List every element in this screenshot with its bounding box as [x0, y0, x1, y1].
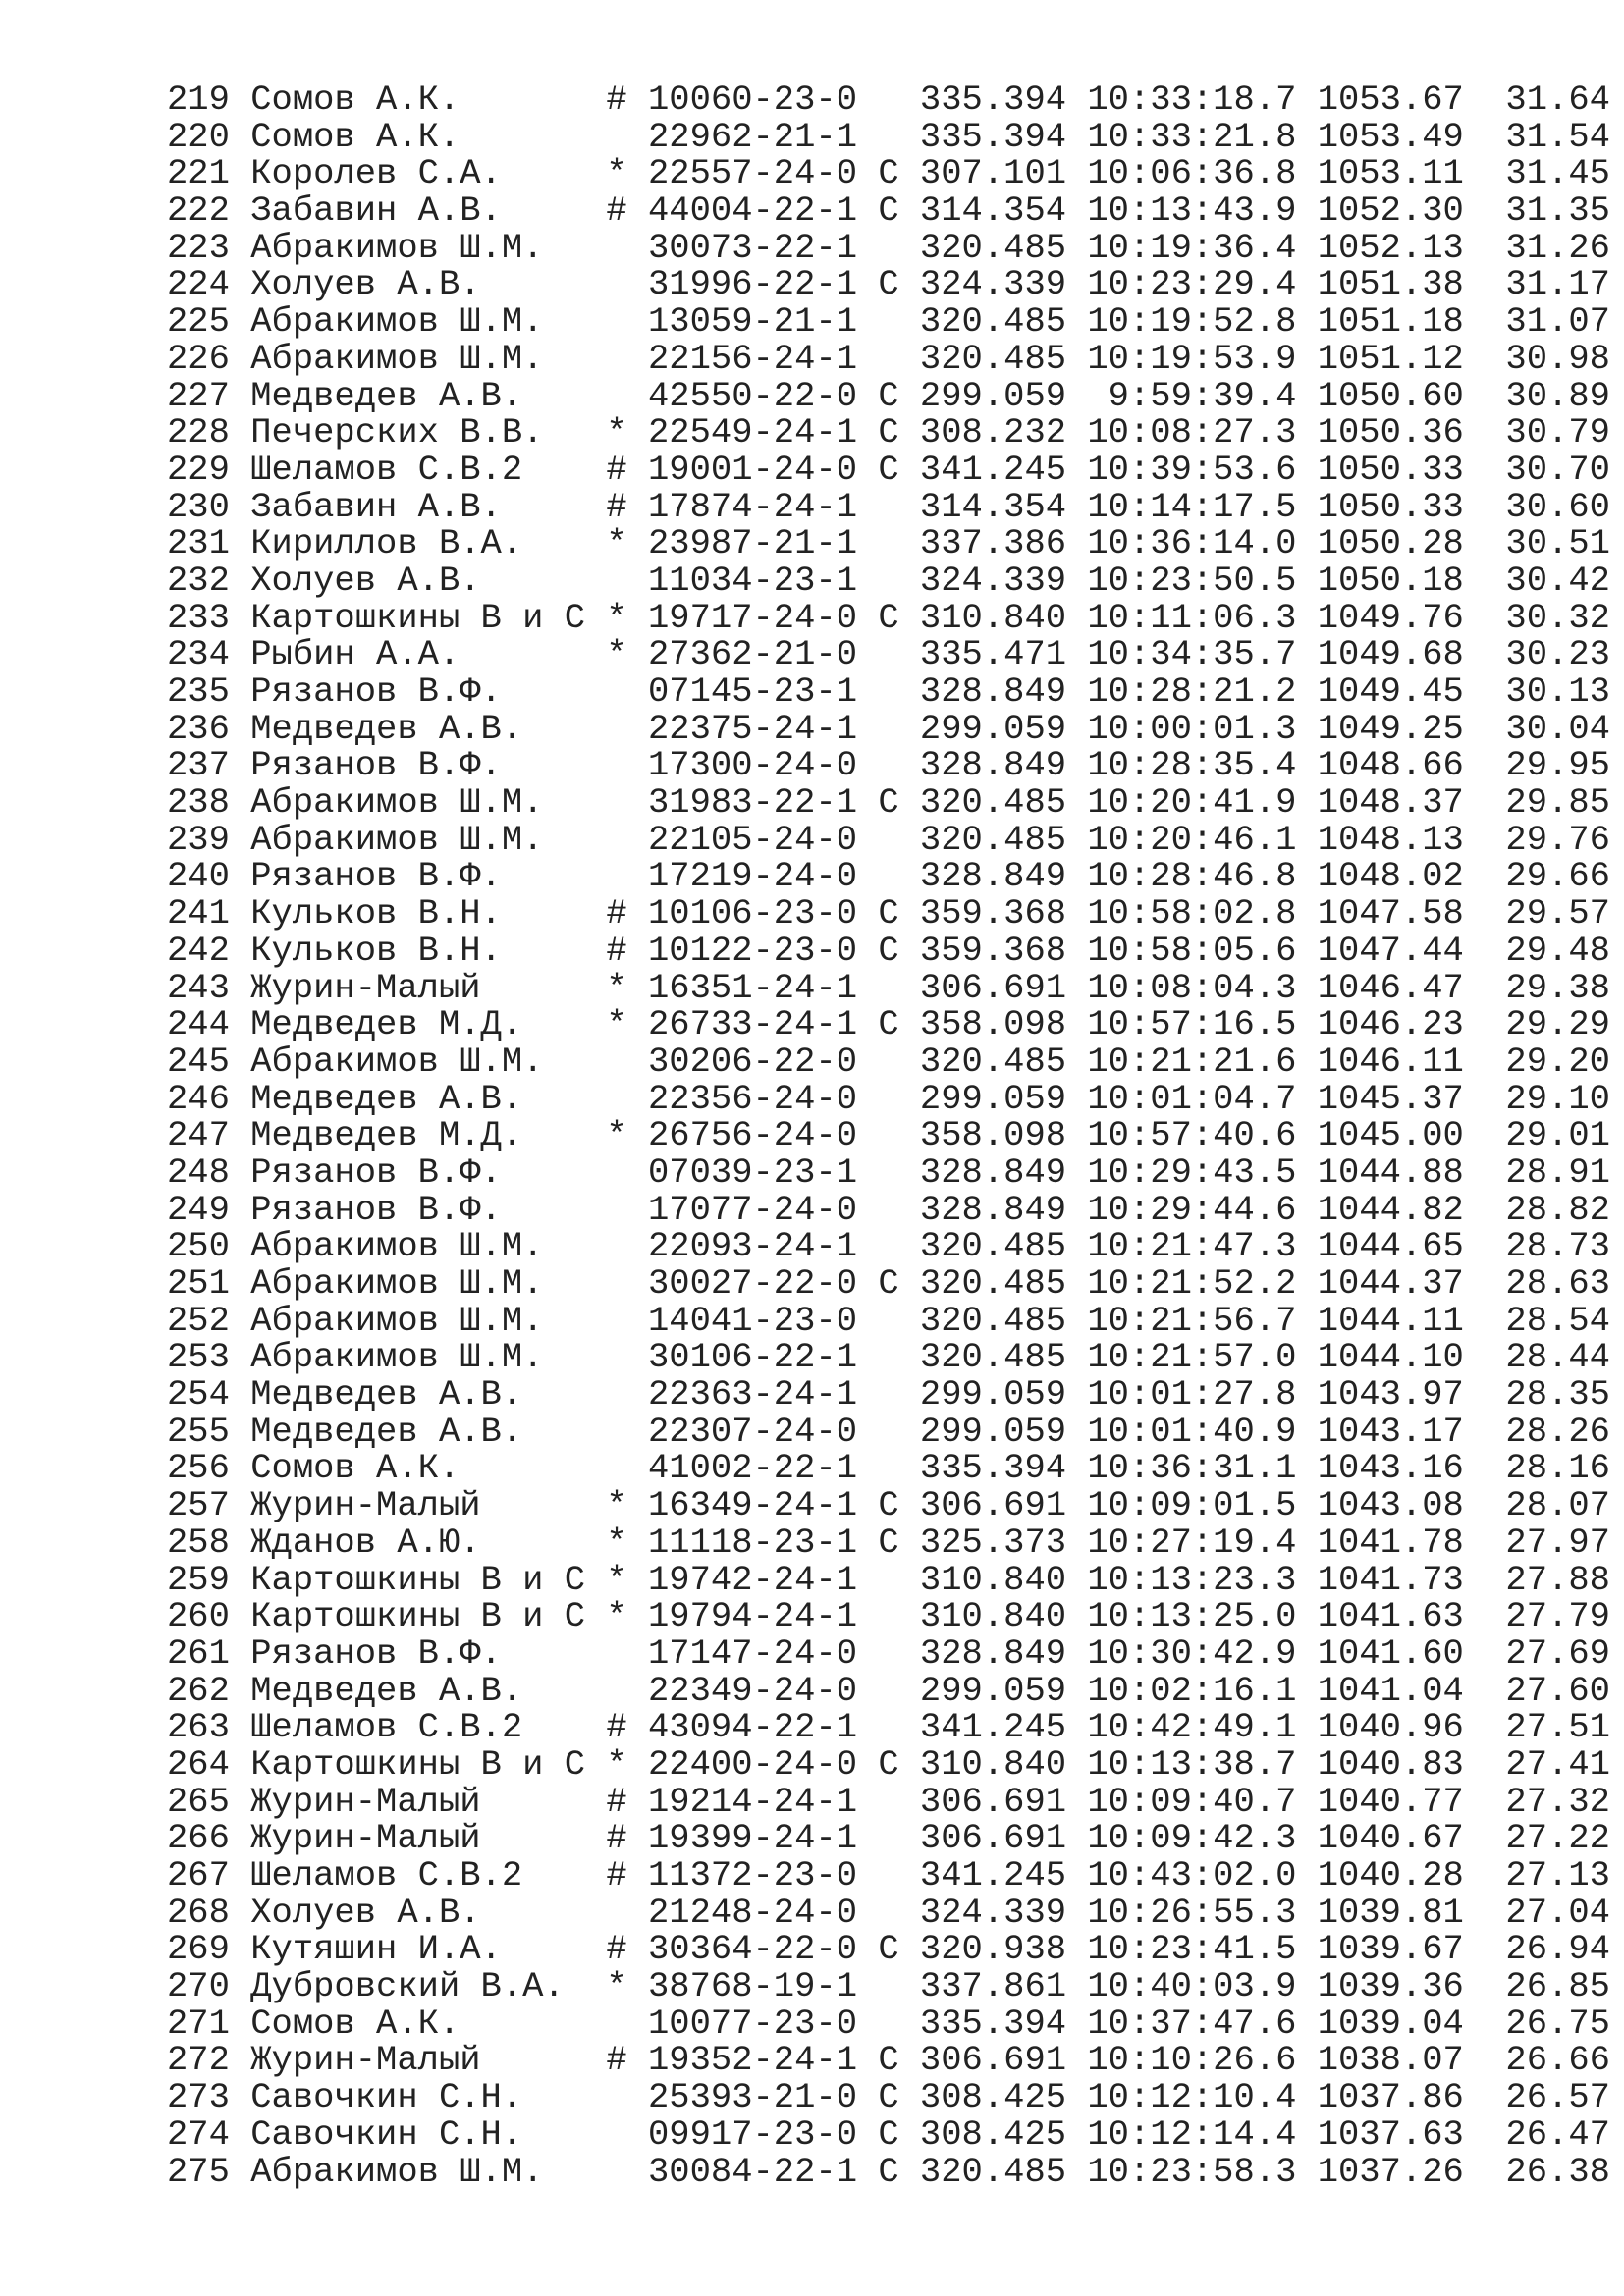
result-row: 237 Рязанов В.Ф. 17300-24-0 328.849 10:28:35.4 1048.66 29.95	[167, 745, 1610, 786]
result-row: 267 Шеламов С.В.2 # 11372-23-0 341.245 10:43:02.0 1040.28 27.13	[167, 1855, 1610, 1896]
result-row: 261 Рязанов В.Ф. 17147-24-0 328.849 10:30:42.9 1041.60 27.69	[167, 1632, 1610, 1674]
result-row: 241 Кульков В.Н. # 10106-23-0 C 359.368 10:58:02.8 1047.58 29.57	[167, 893, 1610, 934]
result-row: 247 Медведев М.Д. * 26756-24-0 358.098 10:57:40.6 1045.00 29.01	[167, 1115, 1610, 1156]
result-row: 226 Абракимов Ш.М. 22156-24-1 320.485 10:19:53.9 1051.12 30.98	[167, 338, 1610, 379]
result-row: 233 Картошкины В и С * 19717-24-0 C 310.840 10:11:06.3 1049.76 30.32	[167, 597, 1610, 638]
result-row: 223 Абракимов Ш.М. 30073-22-1 320.485 10:19:36.4 1052.13 31.26	[167, 227, 1610, 268]
result-row: 265 Журин-Малый # 19214-24-1 306.691 10:09:40.7 1040.77 27.32	[167, 1781, 1610, 1822]
result-row: 250 Абракимов Ш.М. 22093-24-1 320.485 10:21:47.3 1044.65 28.73	[167, 1226, 1610, 1267]
result-row: 254 Медведев А.В. 22363-24-1 299.059 10:01:27.8 1043.97 28.35	[167, 1374, 1610, 1415]
result-row: 240 Рязанов В.Ф. 17219-24-0 328.849 10:28:46.8 1048.02 29.66	[167, 856, 1610, 897]
result-row: 221 Королев С.А. * 22557-24-0 C 307.101 10:06:36.8 1053.11 31.45	[167, 153, 1610, 194]
result-row: 266 Журин-Малый # 19399-24-1 306.691 10:09:42.3 1040.67 27.22	[167, 1818, 1610, 1859]
result-row: 270 Дубровский В.А. * 38768-19-1 337.861 10:40:03.9 1039.36 26.85	[167, 1966, 1610, 2007]
result-row: 232 Холуев А.В. 11034-23-1 324.339 10:23:50.5 1050.18 30.42	[167, 560, 1610, 601]
result-row: 229 Шеламов С.В.2 # 19001-24-0 C 341.245 10:39:53.6 1050.33 30.70	[167, 449, 1610, 490]
result-row: 235 Рязанов В.Ф. 07145-23-1 328.849 10:28:21.2 1049.45 30.13	[167, 671, 1610, 712]
result-row: 274 Савочкин С.Н. 09917-23-0 C 308.425 10:12:14.4 1037.63 26.47	[167, 2113, 1610, 2155]
result-row: 255 Медведев А.В. 22307-24-0 299.059 10:01:40.9 1043.17 28.26	[167, 1411, 1610, 1452]
result-row: 222 Забавин А.В. # 44004-22-1 C 314.354 10:13:43.9 1052.30 31.35	[167, 190, 1610, 232]
result-row: 243 Журин-Малый * 16351-24-1 306.691 10:08:04.3 1046.47 29.38	[167, 967, 1610, 1008]
result-row: 231 Кириллов В.А. * 23987-21-1 337.386 10:36:14.0 1050.28 30.51	[167, 523, 1610, 564]
result-row: 256 Сомов А.К. 41002-22-1 335.394 10:36:31.1 1043.16 28.16	[167, 1448, 1610, 1489]
result-row: 225 Абракимов Ш.М. 13059-21-1 320.485 10:19:52.8 1051.18 31.07	[167, 301, 1610, 343]
results-list	[167, 81, 1610, 2190]
result-row: 234 Рыбин А.А. * 27362-21-0 335.471 10:34:35.7 1049.68 30.23	[167, 634, 1610, 675]
result-row: 257 Журин-Малый * 16349-24-1 C 306.691 10:09:01.5 1043.08 28.07	[167, 1485, 1610, 1526]
result-row: 273 Савочкин С.Н. 25393-21-0 C 308.425 10:12:10.4 1037.86 26.57	[167, 2077, 1610, 2118]
result-row: 260 Картошкины В и С * 19794-24-1 310.840 10:13:25.0 1041.63 27.79	[167, 1596, 1610, 1637]
result-row: 228 Печерских В.В. * 22549-24-1 C 308.232 10:08:27.3 1050.36 30.79	[167, 412, 1610, 454]
result-row: 239 Абракимов Ш.М. 22105-24-0 320.485 10:20:46.1 1048.13 29.76	[167, 819, 1610, 860]
result-row: 263 Шеламов С.В.2 # 43094-22-1 341.245 10:42:49.1 1040.96 27.51	[167, 1707, 1610, 1748]
result-row: 262 Медведев А.В. 22349-24-0 299.059 10:02:16.1 1041.04 27.60	[167, 1670, 1610, 1711]
result-row: 264 Картошкины В и С * 22400-24-0 C 310.840 10:13:38.7 1040.83 27.41	[167, 1743, 1610, 1785]
result-row: 227 Медведев А.В. 42550-22-0 C 299.059 9:59:39.4 1050.60 30.89	[167, 375, 1610, 416]
result-row: 268 Холуев А.В. 21248-24-0 324.339 10:26:55.3 1039.81 27.04	[167, 1892, 1610, 1933]
result-row: 219 Сомов А.К. # 10060-23-0 335.394 10:33:18.7 1053.67 31.64	[167, 80, 1610, 120]
result-row: 258 Жданов А.Ю. * 11118-23-1 C 325.373 10:27:19.4 1041.78 27.97	[167, 1522, 1610, 1563]
result-row: 220 Сомов А.К. 22962-21-1 335.394 10:33:21.8 1053.49 31.54	[167, 116, 1610, 157]
result-row: 230 Забавин А.В. # 17874-24-1 314.354 10:14:17.5 1050.33 30.60	[167, 486, 1610, 527]
result-row: 252 Абракимов Ш.М. 14041-23-0 320.485 10:21:56.7 1044.11 28.54	[167, 1300, 1610, 1341]
result-row: 248 Рязанов В.Ф. 07039-23-1 328.849 10:29:43.5 1044.88 28.91	[167, 1151, 1610, 1193]
result-row: 244 Медведев М.Д. * 26733-24-1 C 358.098 10:57:16.5 1046.23 29.29	[167, 1004, 1610, 1045]
result-row: 236 Медведев А.В. 22375-24-1 299.059 10:00:01.3 1049.25 30.04	[167, 708, 1610, 749]
result-row: 271 Сомов А.К. 10077-23-0 335.394 10:37:47.6 1039.04 26.75	[167, 2002, 1610, 2044]
result-row: 238 Абракимов Ш.М. 31983-22-1 C 320.485 10:20:41.9 1048.37 29.85	[167, 782, 1610, 824]
result-row: 251 Абракимов Ш.М. 30027-22-0 C 320.485 10:21:52.2 1044.37 28.63	[167, 1263, 1610, 1304]
result-row: 245 Абракимов Ш.М. 30206-22-0 320.485 10:21:21.6 1046.11 29.20	[167, 1041, 1610, 1082]
result-row: 259 Картошкины В и С * 19742-24-1 310.840 10:13:23.3 1041.73 27.88	[167, 1559, 1610, 1600]
result-row: 269 Кутяшин И.А. # 30364-22-0 C 320.938 10:23:41.5 1039.67 26.94	[167, 1929, 1610, 1970]
result-row: 249 Рязанов В.Ф. 17077-24-0 328.849 10:29:44.6 1044.82 28.82	[167, 1189, 1610, 1230]
result-row: 224 Холуев А.В. 31996-22-1 C 324.339 10:23:29.4 1051.38 31.17	[167, 264, 1610, 305]
result-row: 272 Журин-Малый # 19352-24-1 C 306.691 10:10:26.6 1038.07 26.66	[167, 2040, 1610, 2081]
result-row: 253 Абракимов Ш.М. 30106-22-1 320.485 10:21:57.0 1044.10 28.44	[167, 1337, 1610, 1378]
result-row: 275 Абракимов Ш.М. 30084-22-1 C 320.485 10:23:58.3 1037.26 26.38	[167, 2151, 1610, 2192]
result-row: 242 Кульков В.Н. # 10122-23-0 C 359.368 10:58:05.6 1047.44 29.48	[167, 930, 1610, 971]
result-row: 246 Медведев А.В. 22356-24-0 299.059 10:01:04.7 1045.37 29.10	[167, 1078, 1610, 1119]
